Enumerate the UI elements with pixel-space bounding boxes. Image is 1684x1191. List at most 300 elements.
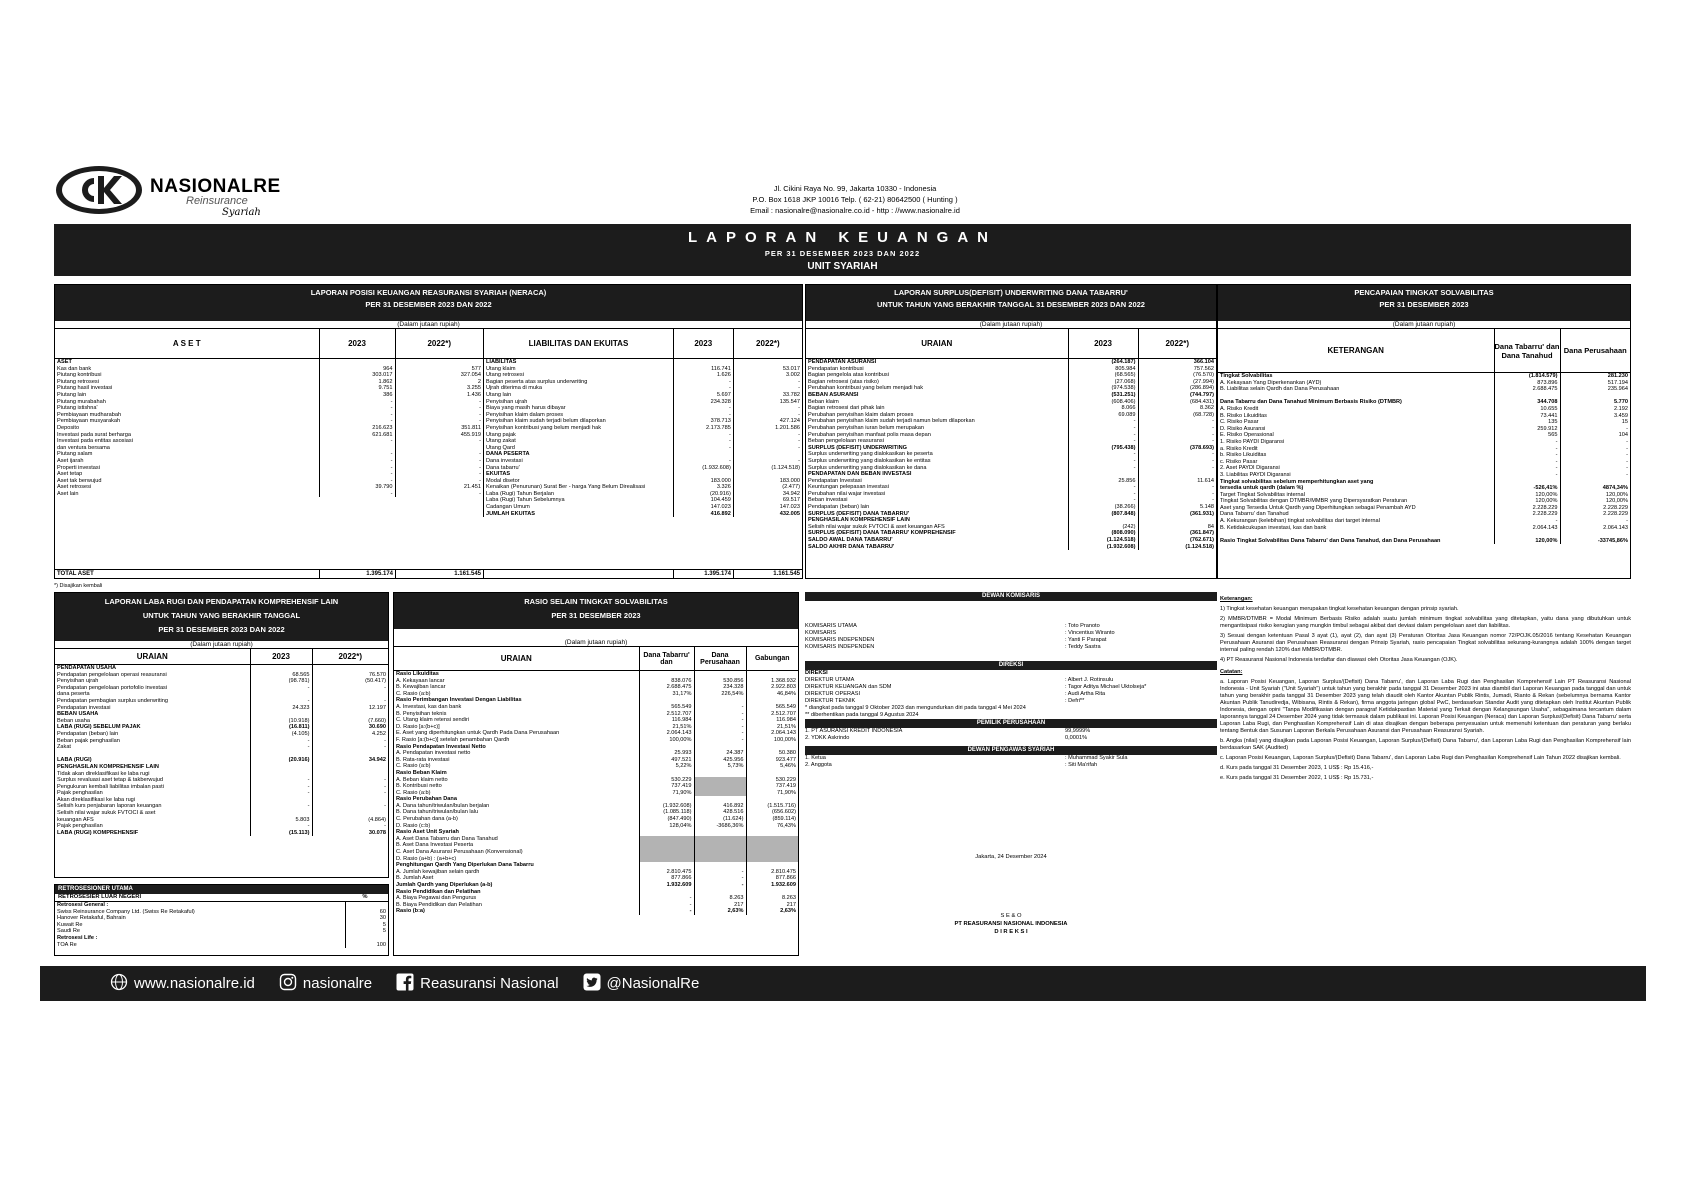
row-value: -	[250, 784, 312, 791]
total-value: 1.161.545	[733, 570, 802, 578]
row-label: LABA (RUGI) KOMPREHENSIF	[57, 829, 139, 836]
kv-value: : Defri**	[1065, 698, 1085, 704]
row-label: Piutang lain	[57, 391, 87, 398]
row-value: -	[1138, 497, 1216, 504]
col-perusahaan: Dana Perusahaan	[1560, 329, 1630, 373]
row-value: (264.187)	[1068, 359, 1138, 366]
row-label: Bagian retrosesi dari pihak lain	[808, 405, 885, 412]
table-row	[806, 418, 1216, 425]
table-row	[55, 771, 388, 778]
row-label: Penyisihan kontribusi yang belum menjadi hak	[486, 424, 602, 431]
kv-row	[805, 677, 1217, 684]
row-value: -	[694, 875, 746, 882]
row-label: Pendapatan pengelolaan operasi reasuransi	[57, 671, 167, 678]
row-value: -	[639, 902, 694, 909]
row-label: dan ventura bersama	[57, 444, 110, 451]
row-value: -	[1068, 432, 1138, 439]
row-label: Dana tabarru'	[486, 464, 520, 471]
row-label: Utang lain	[486, 391, 512, 398]
table-row	[394, 790, 798, 797]
row-label: C. Perubahan dana (a-b)	[396, 816, 458, 823]
row-label: Selisih kurs penjabaran laporan keuangan	[57, 803, 162, 810]
table-row	[55, 718, 388, 725]
row-value: (744.797)	[1138, 392, 1216, 399]
table-row	[55, 902, 388, 909]
table-row	[806, 524, 1216, 531]
kv-row	[805, 623, 1217, 630]
table-row	[1218, 518, 1630, 525]
dewan-panel	[805, 592, 1217, 956]
row-value: -	[694, 724, 746, 731]
row-label: DANA PESERTA	[486, 451, 530, 458]
row-value	[1494, 479, 1560, 486]
row-value: 30.078	[312, 830, 388, 837]
row-label: EKUITAS	[486, 471, 511, 478]
row-label: A. Dana tahun/triwulan/bulan berjalan	[396, 802, 490, 809]
col-2022: 2022*)	[395, 329, 483, 359]
panel-subtitle: PER 31 DESEMBER 2023 DAN 2022	[158, 625, 285, 634]
row-value: -	[733, 438, 802, 445]
row-value	[746, 849, 798, 856]
row-value: (11.624)	[694, 816, 746, 823]
row-value: -	[395, 478, 483, 485]
row-value	[694, 849, 746, 856]
row-value: 10.655	[1494, 406, 1560, 413]
table-row	[55, 672, 388, 679]
section-title: DEWAN PENGAWAS SYARIAH	[805, 746, 1217, 755]
table-row	[806, 491, 1216, 498]
table-row	[55, 405, 483, 412]
kv-value: 0,0001%	[1065, 735, 1088, 741]
row-value	[694, 697, 746, 704]
seo-label: S E & O	[1000, 913, 1022, 919]
row-value	[694, 770, 746, 777]
table-row	[394, 856, 798, 863]
row-value: (50.417)	[312, 678, 388, 685]
row-value	[1494, 393, 1560, 400]
row-value: 34.942	[733, 491, 802, 498]
direksi-note: ** diberhentikan pada tanggal 9 Agustus 2024	[805, 712, 919, 718]
row-value: -	[395, 491, 483, 498]
row-label: Pengukuran kembali liabilitas imbalan pasti	[57, 783, 164, 790]
row-value: -	[250, 823, 312, 830]
kv-key: 2. Anggota	[805, 762, 832, 768]
row-value: -	[639, 908, 694, 915]
total-label: TOTAL ASET	[57, 571, 94, 577]
note-item: 4) PT Reasuransi Nasional Indonesia terdaftar dan diawasi oleh Otoritas Jasa Keuangan (OJK).	[1220, 657, 1458, 663]
table-row	[55, 830, 388, 837]
row-value	[639, 856, 694, 863]
panel-title: LAPORAN LABA RUGI DAN PENDAPATAN KOMPREHENSIF LAIN	[104, 597, 339, 606]
surplus-table	[806, 359, 1216, 550]
kv-row	[805, 670, 1217, 677]
row-label: TOA Re	[57, 941, 77, 948]
row-label: Beban usaha	[57, 717, 90, 724]
row-value	[694, 829, 746, 836]
row-label: Pendapatan kontribusi	[808, 365, 864, 372]
table-row	[55, 399, 483, 406]
row-value: (795.438)	[1068, 445, 1138, 452]
table-row	[55, 711, 388, 718]
row-label: B. Kontribusi netto	[396, 783, 442, 790]
row-label: D. Risiko Asuransi	[1220, 425, 1266, 432]
company-logo	[54, 164, 294, 224]
row-label: Dana Tabarru' dan Tanahud	[1220, 511, 1289, 518]
row-value	[639, 836, 694, 843]
footnote: *) Disajikan kembali	[54, 583, 103, 589]
row-value: -	[1138, 438, 1216, 445]
table-row	[394, 895, 798, 902]
row-value: -	[1560, 459, 1630, 466]
table-row	[1218, 472, 1630, 479]
row-label: Surplus underwriting yang dialokasikan ke entitas	[808, 457, 931, 464]
col-2023: 2023	[319, 329, 395, 359]
row-label: Pembiayaan mudharabah	[57, 411, 122, 418]
row-label: ASET	[57, 359, 72, 365]
unit-note: (Dalam jutaan rupiah)	[190, 641, 253, 648]
row-value	[250, 797, 312, 804]
table-row	[1218, 399, 1630, 406]
row-value	[312, 665, 388, 672]
table-row	[1218, 465, 1630, 472]
row-label: Piutang kontribusi	[57, 372, 102, 379]
row-value: 621.681	[319, 432, 395, 439]
row-value: -	[1138, 465, 1216, 472]
table-row	[1218, 459, 1630, 466]
row-value: 39.790	[319, 484, 395, 491]
table-row	[55, 445, 483, 452]
footer-instagram[interactable]	[279, 973, 372, 995]
row-value	[694, 842, 746, 849]
row-value	[746, 796, 798, 803]
row-value: -	[395, 451, 483, 458]
table-row	[394, 744, 798, 751]
table-row	[484, 458, 802, 465]
row-value	[250, 665, 312, 672]
row-value: 2	[395, 379, 483, 386]
table-row	[1218, 432, 1630, 439]
table-row	[806, 438, 1216, 445]
row-label: B. Rata-rata investasi	[396, 756, 450, 763]
row-label: 3. Liabilitas PAYDI Digaransi	[1220, 471, 1291, 478]
row-value	[250, 751, 312, 758]
table-row	[394, 777, 798, 784]
table-row	[55, 803, 388, 810]
table-row	[806, 359, 1216, 366]
row-label: PENDAPATAN USAHA	[57, 665, 117, 671]
row-label: Pendapatan pengelolaan portofolio investasi	[57, 684, 168, 691]
row-value: (1.932.608)	[639, 803, 694, 810]
table-row	[484, 478, 802, 485]
row-value: 147.023	[733, 504, 802, 511]
row-value: 3.326	[674, 484, 734, 491]
row-value: 351.811	[395, 425, 483, 432]
kv-row	[805, 691, 1217, 698]
row-value: 25.993	[639, 750, 694, 757]
row-value: 1.368.932	[746, 678, 798, 685]
row-label: SURPLUS (DEFISIT) DANA TABARRU'	[808, 510, 910, 517]
note-item: b. Angka (nilai) yang disajikan pada Laporan Posisi Keuangan, Laporan Surplus/(Defisit) Dana Tabarru', dan Laporan Laba Rugi dan Penghasilan Komprehensif lain berdasarkan SAK (Audited)	[1220, 738, 1631, 751]
row-label: C. Rasio (a:b)	[396, 763, 431, 770]
row-value: 877.866	[639, 875, 694, 882]
title-banner	[54, 224, 1631, 276]
row-label: Piutang hasil investasi	[57, 385, 113, 392]
row-value: 565.549	[746, 704, 798, 711]
row-value: 128,04%	[639, 823, 694, 830]
table-row	[394, 836, 798, 843]
row-value: -	[250, 744, 312, 751]
table-row	[55, 790, 388, 797]
row-value: (608.406)	[1068, 399, 1138, 406]
row-value: 838.076	[639, 678, 694, 685]
row-label: C. Rasio (a:b)	[396, 789, 431, 796]
row-value: (684.431)	[1138, 399, 1216, 406]
row-value: 1.932.609	[639, 882, 694, 889]
row-value: 217	[694, 902, 746, 909]
row-value: 116.984	[639, 717, 694, 724]
row-value: 923.477	[746, 757, 798, 764]
row-value: -	[1560, 465, 1630, 472]
col-2022: 2022*)	[733, 329, 802, 359]
row-value: -	[319, 471, 395, 478]
row-value: 234.328	[694, 684, 746, 691]
table-row	[1218, 479, 1630, 486]
table-row	[806, 544, 1216, 551]
row-value: 217	[746, 902, 798, 909]
table-row	[1218, 413, 1630, 420]
table-row	[55, 928, 388, 935]
row-value: (27.068)	[1068, 379, 1138, 386]
table-row	[1218, 505, 1630, 512]
table-row	[484, 359, 802, 366]
row-value: -	[1494, 465, 1560, 472]
row-value	[733, 451, 802, 458]
table-row	[806, 372, 1216, 379]
row-label: A. Beban klaim netto	[396, 776, 448, 783]
row-value: -	[1494, 459, 1560, 466]
table-row	[55, 751, 388, 758]
row-label: 2. Aset PAYDI Digaransi	[1220, 465, 1280, 472]
report-unit: UNIT SYARIAH	[807, 261, 878, 272]
row-value: 873.896	[1494, 380, 1560, 387]
table-row	[806, 504, 1216, 511]
row-label: Hanover Retakaful, Bahrain	[57, 915, 126, 922]
row-value: 2.512.707	[639, 711, 694, 718]
table-row	[55, 705, 388, 712]
table-row	[394, 757, 798, 764]
row-value: -	[312, 738, 388, 745]
row-label: B. Penyisihan teknis	[396, 710, 447, 717]
kv-value: : Muhammad Syakir Sula	[1065, 755, 1128, 761]
row-value: 216.623	[319, 425, 395, 432]
row-value: 226,54%	[694, 691, 746, 698]
row-value	[312, 797, 388, 804]
kv-key: KOMISARIS UTAMA	[805, 623, 857, 629]
solv-table	[1218, 373, 1630, 544]
row-value: 120,00%	[1494, 492, 1560, 499]
row-value: (1.814.579)	[1494, 373, 1560, 380]
row-value: 5,46%	[746, 763, 798, 770]
row-value: -	[1138, 432, 1216, 439]
table-row	[55, 731, 388, 738]
panel-subtitle: PER 31 DESEMBER 2023	[1379, 300, 1469, 309]
table-row	[55, 922, 388, 929]
note-item: c. Laporan Posisi Keuangan, Laporan Surplus/(Defisit) Dana Tabarru', dan Laporan Laba Rugi dan Penghasilan Komprehensif Lain Tahun 2022 disajikan kembali.	[1220, 755, 1621, 761]
row-label: Akan direklasifikasi ke laba rugi	[57, 796, 136, 803]
row-value: -	[694, 711, 746, 718]
komisaris-list	[805, 623, 1217, 651]
row-value: 2.228.229	[1494, 511, 1560, 518]
row-value: 120,00%	[1560, 492, 1630, 499]
row-value: 120,00%	[1494, 498, 1560, 505]
row-value: 2.192	[1560, 406, 1630, 413]
table-row	[55, 432, 483, 439]
row-label: Rasio Likuiditas	[396, 671, 439, 677]
row-value: 877.866	[746, 875, 798, 882]
row-value	[694, 796, 746, 803]
row-value: -	[1138, 451, 1216, 458]
row-value: (20.916)	[250, 757, 312, 764]
row-value: -	[319, 491, 395, 498]
col-2022: 2022*)	[312, 649, 388, 665]
table-row	[806, 425, 1216, 432]
note-item: d. Kurs pada tanggal 31 Desember 2023, 1 US$ : Rp 15.416,-	[1220, 765, 1374, 771]
row-value: 24.387	[694, 750, 746, 757]
row-value: 120,00%	[1494, 538, 1560, 545]
row-label: Piutang salam	[57, 451, 93, 458]
table-row	[806, 385, 1216, 392]
row-value: -	[674, 412, 734, 419]
table-row	[55, 372, 483, 379]
row-label: Penyisihan ujrah	[486, 398, 528, 405]
row-value	[639, 796, 694, 803]
table-row	[55, 392, 483, 399]
row-value: -	[1138, 425, 1216, 432]
table-row	[55, 810, 388, 817]
table-row	[484, 504, 802, 511]
row-label: Modal disetor	[486, 477, 520, 484]
col-retrosesier: RETROSESIER LUAR NEGERI	[58, 894, 142, 900]
row-value	[674, 359, 734, 366]
direksi-sign: D I R E K S I	[994, 929, 1028, 935]
row-label: Rasio Perubahan Dana	[396, 796, 457, 803]
table-row	[55, 412, 483, 419]
row-value: (859.114)	[746, 816, 798, 823]
table-row	[394, 678, 798, 685]
total-value: 1.395.174	[319, 570, 395, 578]
table-row	[55, 379, 483, 386]
row-value: (974.538)	[1068, 385, 1138, 392]
row-value	[250, 691, 312, 698]
row-label: Rasio Tingkat Solvabilitas Dana Tabarru' dan Dana Tanahud, dan Dana Perusahaan	[1220, 537, 1441, 544]
report-title: LAPORAN KEUANGAN	[688, 229, 997, 246]
row-value	[345, 902, 388, 909]
row-value: -	[395, 412, 483, 419]
row-label: Penghitungan Qardh Yang Diperlukan Dana Tabarru	[396, 862, 534, 869]
footer-facebook[interactable]	[396, 973, 558, 995]
table-row	[55, 438, 483, 445]
table-row	[394, 889, 798, 896]
row-label: A. Biaya Pegawai dan Pengurus	[396, 895, 477, 902]
footer-twitter[interactable]	[583, 973, 700, 995]
total-value: 1.395.174	[673, 570, 733, 578]
row-label: Aset retrosesi	[57, 484, 92, 491]
row-value: 5	[345, 928, 388, 935]
table-row	[55, 764, 388, 771]
row-value	[746, 842, 798, 849]
table-row	[806, 399, 1216, 406]
row-value: 2.228.229	[1494, 505, 1560, 512]
rasio-panel	[393, 592, 799, 956]
row-value: 577	[395, 366, 483, 373]
row-value: -	[1068, 451, 1138, 458]
table-row	[1218, 446, 1630, 453]
table-row	[1218, 525, 1630, 532]
row-value: 8.362	[1138, 405, 1216, 412]
row-value: -	[250, 777, 312, 784]
table-row	[484, 445, 802, 452]
company-sub: Reinsurance	[186, 195, 248, 207]
kv-key: 1. Ketua	[805, 755, 826, 761]
row-value	[746, 697, 798, 704]
row-value: (1.124.518)	[1068, 537, 1138, 544]
table-row	[394, 671, 798, 678]
row-label: B. Kewajiban lancar	[396, 684, 446, 691]
keterangan-panel	[1220, 596, 1631, 785]
row-label: Swiss Reinsurance Company Ltd. (Swiss Re Retakaful)	[57, 908, 195, 915]
row-value: (808.090)	[1068, 530, 1138, 537]
table-row	[806, 392, 1216, 399]
table-row	[1218, 386, 1630, 393]
kv-value: : Toto Pranoto	[1065, 623, 1100, 629]
row-value: -	[733, 379, 802, 386]
row-label: Properti investasi	[57, 464, 100, 471]
row-value: -	[1560, 426, 1630, 433]
row-label: Investasi pada surat berharga	[57, 431, 132, 438]
unit-note: (Dalam jutaan rupiah)	[979, 321, 1043, 328]
row-value: 84	[1138, 524, 1216, 531]
row-label: Rasio Pendapatan Investasi Netto	[396, 743, 486, 750]
total-value: 1.161.545	[395, 570, 483, 578]
globe-icon	[110, 973, 128, 995]
table-row	[55, 491, 483, 498]
row-value: -	[1494, 446, 1560, 453]
table-row	[55, 385, 483, 392]
row-value: (76.570)	[1138, 372, 1216, 379]
row-value	[733, 471, 802, 478]
row-value: 71,90%	[746, 790, 798, 797]
table-row	[55, 909, 388, 916]
table-row	[394, 869, 798, 876]
row-value: -	[1068, 484, 1138, 491]
row-label: Perubahan penyisihan klaim sudah terjadi namun belum dilaporkan	[808, 418, 975, 425]
row-value: -	[1560, 439, 1630, 446]
row-label: E. Aset yang diperhitungkan untuk Qardh Pada Dana Perusahaan	[396, 730, 560, 737]
table-row	[55, 935, 388, 942]
table-row	[394, 704, 798, 711]
footer-web[interactable]	[110, 973, 255, 995]
row-label: A. Kekayaan Yang Diperkenankan (AYD)	[1220, 379, 1322, 386]
table-row	[394, 691, 798, 698]
row-value	[312, 810, 388, 817]
row-value: 1.201.586	[733, 425, 802, 432]
surplus-header	[806, 285, 1216, 321]
row-value: -	[319, 438, 395, 445]
row-label: Rasio Aset Unit Syariah	[396, 829, 459, 836]
row-value: -	[1068, 491, 1138, 498]
table-row	[484, 491, 802, 498]
row-value: (807.848)	[1068, 511, 1138, 518]
